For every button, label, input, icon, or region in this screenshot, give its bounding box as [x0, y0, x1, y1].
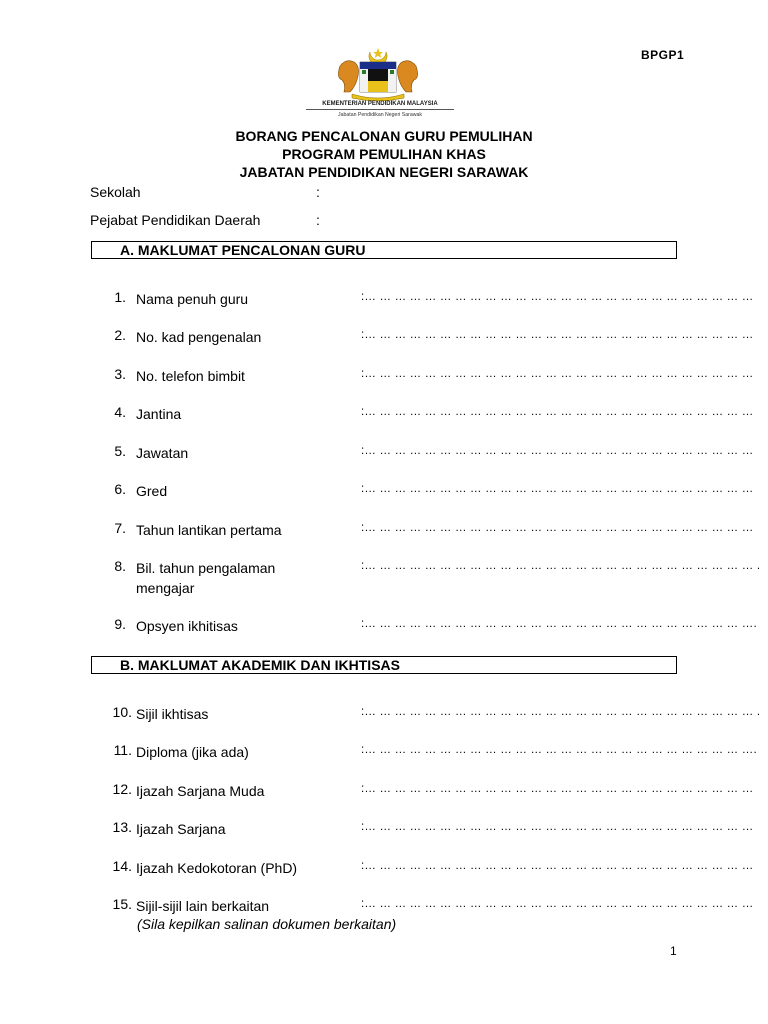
program-title: PROGRAM PEMULIHAN KHAS [282, 146, 486, 162]
field-label-teaching-experience-cont: mengajar [136, 580, 195, 596]
section-b-title: B. MAKLUMAT AKADEMIK DAN IKHTISAS [120, 657, 400, 673]
item-number: 2. [114, 327, 126, 343]
field-label-grade: Gred [136, 483, 168, 499]
field-label-phd: Ijazah Kedokotoran (PhD) [136, 860, 298, 876]
form-title: BORANG PENCALONAN GURU PEMULIHAN [235, 128, 533, 144]
document-code: BPGP1 [641, 48, 685, 62]
field-professional-option[interactable]: :… … … … … … … … … … … … … … … … … … … … … … … … … …. [361, 618, 757, 630]
section-b-header [91, 656, 677, 674]
field-label-full-name: Nama penuh guru [136, 291, 249, 307]
field-label-professional-certificate: Sijil ikhtisas [136, 706, 209, 722]
item-number: 13. [112, 819, 132, 835]
field-label-gender: Jantina [136, 406, 182, 422]
field-ic-number[interactable]: :… … … … … … … … … … … … … … … … … … … … … … … … … … [361, 329, 754, 341]
item-number: 8. [114, 558, 126, 574]
item-number: 10. [112, 704, 132, 720]
field-label-position: Jawatan [136, 445, 189, 461]
logo-divider [306, 109, 454, 110]
field-label-bachelor-degree: Ijazah Sarjana Muda [136, 783, 265, 799]
school-label: Sekolah [90, 184, 141, 200]
item-number: 4. [114, 404, 126, 420]
field-label-master-degree: Ijazah Sarjana [136, 821, 226, 837]
district-office-field[interactable]: : [316, 212, 320, 228]
attachment-note: (Sila kepilkan salinan dokumen berkaitan) [137, 916, 397, 932]
field-label-other-certificates: Sijil-sijil lain berkaitan [136, 898, 270, 914]
field-other-certificates[interactable]: :… … … … … … … … … … … … … … … … … … … … … … … … … … [361, 898, 754, 910]
item-number: 15. [112, 896, 132, 912]
item-number: 5. [114, 443, 126, 459]
school-field[interactable]: : [316, 184, 320, 200]
field-label-teaching-experience: Bil. tahun pengalaman [136, 560, 276, 576]
item-number: 1. [114, 289, 126, 305]
item-number: 6. [114, 481, 126, 497]
department-title: JABATAN PENDIDIKAN NEGERI SARAWAK [239, 164, 529, 180]
section-a-header [91, 241, 677, 259]
item-number: 12. [112, 781, 132, 797]
page-number: 1 [670, 944, 677, 958]
field-gender[interactable]: :… … … … … … … … … … … … … … … … … … … … … … … … … … [361, 406, 754, 418]
field-phd[interactable]: :… … … … … … … … … … … … … … … … … … … … … … … … … … [361, 860, 754, 872]
field-grade[interactable]: :… … … … … … … … … … … … … … … … … … … … … … … … … … [361, 483, 754, 495]
field-diploma[interactable]: :… … … … … … … … … … … … … … … … … … … … … … … … … …. [361, 744, 757, 756]
field-master-degree[interactable]: :… … … … … … … … … … … … … … … … … … … … … … … … … … [361, 821, 754, 833]
field-full-name[interactable]: :… … … … … … … … … … … … … … … … … … … … … … … … … … [361, 291, 754, 303]
ministry-name: KEMENTERIAN PENDIDIKAN MALAYSIA [322, 101, 438, 107]
field-bachelor-degree[interactable]: :… … … … … … … … … … … … … … … … … … … … … … … … … … [361, 783, 754, 795]
field-label-mobile-phone: No. telefon bimbit [136, 368, 245, 384]
field-label-ic-number: No. kad pengenalan [136, 329, 262, 345]
field-professional-certificate[interactable]: :… … … … … … … … … … … … … … … … … … … … … … … … … … . [361, 706, 761, 718]
item-number: 7. [114, 520, 126, 536]
field-label-diploma: Diploma (jika ada) [136, 744, 249, 760]
field-teaching-experience[interactable]: :… … … … … … … … … … … … … … … … … … … … … … … … … … . [361, 560, 761, 572]
field-mobile-phone[interactable]: :… … … … … … … … … … … … … … … … … … … … … … … … … … [361, 368, 754, 380]
district-office-label: Pejabat Pendidikan Daerah [90, 212, 261, 228]
item-number: 3. [114, 366, 126, 382]
field-position[interactable]: :… … … … … … … … … … … … … … … … … … … … … … … … … … [361, 445, 754, 457]
section-a-title: A. MAKLUMAT PENCALONAN GURU [120, 242, 366, 258]
field-label-professional-option: Opsyen ikhitisas [136, 618, 238, 634]
item-number: 14. [112, 858, 132, 874]
department-name: Jabatan Pendidikan Negeri Sarawak [338, 112, 422, 118]
item-number: 9. [114, 616, 126, 632]
item-number: 11. [113, 742, 132, 758]
field-label-first-appointment-year: Tahun lantikan pertama [136, 522, 282, 538]
field-first-appointment-year[interactable]: :… … … … … … … … … … … … … … … … … … … … … … … … … … [361, 522, 754, 534]
